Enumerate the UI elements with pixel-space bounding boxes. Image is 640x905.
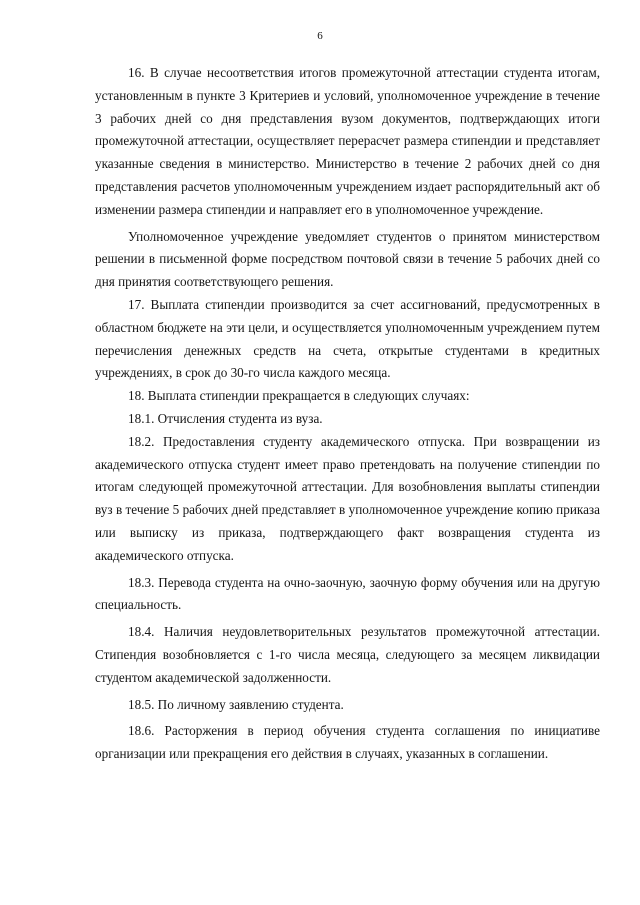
paragraph-18-2: 18.2. Предоставления студенту академического отпуска. При возвращении из академического отпуска студент имеет право претендовать на получение стипендии по итогам следующей промежуточной аттестации. Для возобновления выплаты стипендии вуз в течение 5 рабочих дней представляет в уполномоченное учреждение копию приказа или выписку из приказа, подтверждающего факт возвращения студента из академического отпуска. — [95, 433, 600, 563]
page-number: 6 — [317, 30, 323, 42]
paragraph-17: 17. Выплата стипендии производится за счет ассигнований, предусмотренных в областном бюджете на эти цели, и осуществляется уполномоченным учреждением путем перечисления денежных средств на счета, открытые студентами в кредитных учреждениях, в срок до 30-го числа каждого месяца. — [95, 296, 600, 381]
paragraph-18-5: 18.5. По личному заявлению студента. — [128, 696, 344, 712]
paragraph-18-3: 18.3. Перевода студента на очно-заочную, заочную форму обучения или на другую специальность. — [95, 574, 600, 613]
paragraph-18-6: 18.6. Расторжения в период обучения студента соглашения по инициативе организации или прекращения его действия в случаях, указанных в соглашении. — [95, 723, 600, 762]
paragraph-16: 16. В случае несоответствия итогов промежуточной аттестации студента итогам, установленным в пункте 3 Критериев и условий, уполномоченное учреждение в течение 3 рабочих дней со дня представления вузом документов, подтверждающих итоги промежуточной аттестации, осуществляет перерасчет размера стипендии и представляет указанные сведения в министерство. Министерство в течение 2 рабочих дней со дня представления расчетов уполномоченным учреждением издает распорядительный акт об изменении размера стипендии и направляет его в уполномоченное учреждение. — [95, 65, 600, 217]
paragraph-16-notification: Уполномоченное учреждение уведомляет студентов о принятом министерством решении в письменной форме посредством почтовой связи в течение 5 рабочих дней со дня принятия соответствующего решения. — [95, 228, 600, 290]
document-body — [95, 62, 600, 766]
paragraph-18-4: 18.4. Наличия неудовлетворительных результатов промежуточной аттестации. Стипендия возобновляется с 1-го числа месяца, следующего за месяцем ликвидации студентом академической задолженности. — [95, 624, 600, 685]
paragraph-18-1: 18.1. Отчисления студента из вуза. — [128, 410, 323, 426]
paragraph-18: 18. Выплата стипендии прекращается в следующих случаях: — [128, 388, 470, 404]
